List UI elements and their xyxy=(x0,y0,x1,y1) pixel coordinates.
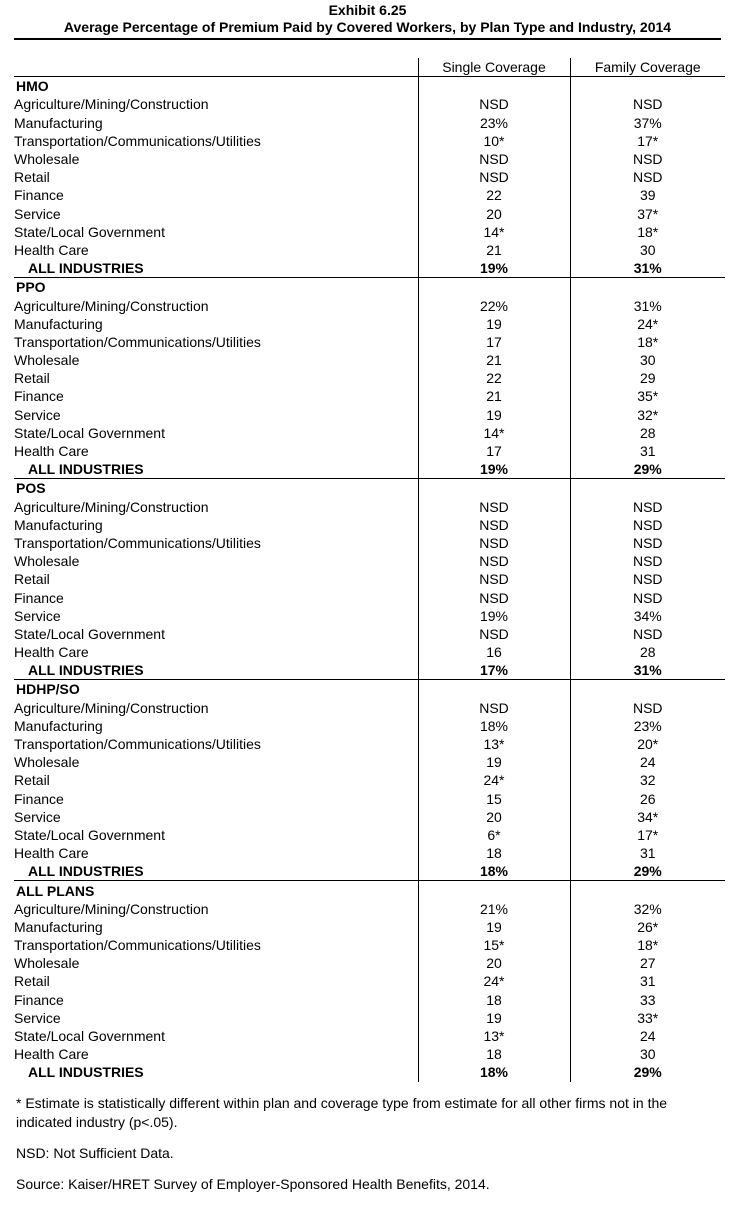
industry-label: Agriculture/Mining/Construction xyxy=(14,498,209,515)
industry-label: State/Local Government xyxy=(14,625,165,642)
single-coverage-value: NSD xyxy=(418,699,570,717)
single-coverage-total: 19% xyxy=(418,259,570,278)
single-coverage-value: NSD xyxy=(418,534,570,552)
table-row xyxy=(14,186,725,204)
single-coverage-value: NSD xyxy=(418,150,570,168)
all-industries-label: ALL INDUSTRIES xyxy=(28,260,144,277)
single-coverage-value: 21 xyxy=(418,387,570,405)
industry-label: Agriculture/Mining/Construction xyxy=(14,297,209,314)
section-family-blank xyxy=(570,278,725,297)
section-header-row xyxy=(14,680,725,699)
premium-share-table xyxy=(14,58,725,1082)
section-header-row xyxy=(14,881,725,900)
industry-label: Transportation/Communications/Utilities xyxy=(14,534,261,551)
table-row xyxy=(14,790,725,808)
all-industries-label: ALL INDUSTRIES xyxy=(28,461,144,478)
family-coverage-value: 24 xyxy=(570,753,725,771)
single-coverage-value: 18 xyxy=(418,991,570,1009)
industry-label: Service xyxy=(14,205,61,222)
family-coverage-value: 18* xyxy=(570,936,725,954)
family-coverage-value: 18* xyxy=(570,333,725,351)
single-coverage-value: 22 xyxy=(418,186,570,204)
industry-label: Transportation/Communications/Utilities xyxy=(14,132,261,149)
industry-label: State/Local Government xyxy=(14,1028,165,1045)
table-row xyxy=(14,150,725,168)
family-coverage-value: NSD xyxy=(570,168,725,186)
industry-label: Transportation/Communications/Utilities xyxy=(14,736,261,753)
single-coverage-total: 18% xyxy=(418,1063,570,1081)
family-coverage-value: NSD xyxy=(570,699,725,717)
table-body xyxy=(14,77,725,1082)
table-row xyxy=(14,552,725,570)
single-coverage-value: 19 xyxy=(418,315,570,333)
family-coverage-value: 29 xyxy=(570,369,725,387)
family-coverage-total: 29% xyxy=(570,862,725,881)
section-name: POS xyxy=(14,479,418,498)
single-coverage-value: 20 xyxy=(418,205,570,223)
industry-label: Health Care xyxy=(14,1046,89,1063)
all-industries-row xyxy=(14,862,725,881)
family-coverage-value: 17* xyxy=(570,132,725,150)
all-industries-row xyxy=(14,1063,725,1081)
industry-label: Service xyxy=(14,607,61,624)
family-coverage-value: 32% xyxy=(570,900,725,918)
table-row xyxy=(14,918,725,936)
industry-label: Health Care xyxy=(14,443,89,460)
single-coverage-value: 18% xyxy=(418,717,570,735)
single-coverage-total: 17% xyxy=(418,661,570,680)
family-coverage-value: NSD xyxy=(570,588,725,606)
single-coverage-value: NSD xyxy=(418,498,570,516)
family-coverage-value: NSD xyxy=(570,625,725,643)
source-note: Source: Kaiser/HRET Survey of Employer-Sponsored Health Benefits, 2014. xyxy=(16,1176,490,1192)
industry-label: Transportation/Communications/Utilities xyxy=(14,937,261,954)
single-coverage-value: NSD xyxy=(418,552,570,570)
table-row xyxy=(14,369,725,387)
industry-label: Manufacturing xyxy=(14,114,103,131)
table-row xyxy=(14,351,725,369)
table-row xyxy=(14,241,725,259)
table-row xyxy=(14,735,725,753)
single-coverage-value: 17 xyxy=(418,442,570,460)
industry-label: Retail xyxy=(14,370,50,387)
family-coverage-value: 34% xyxy=(570,607,725,625)
family-coverage-value: NSD xyxy=(570,150,725,168)
industry-label: State/Local Government xyxy=(14,826,165,843)
table-row xyxy=(14,498,725,516)
table-row xyxy=(14,296,725,314)
all-industries-row xyxy=(14,661,725,680)
industry-label: Health Care xyxy=(14,845,89,862)
family-coverage-value: NSD xyxy=(570,498,725,516)
table-row xyxy=(14,424,725,442)
section-header-row xyxy=(14,479,725,498)
single-coverage-value: 14* xyxy=(418,424,570,442)
family-coverage-value: 33 xyxy=(570,991,725,1009)
section-single-blank xyxy=(418,680,570,699)
industry-label: Service xyxy=(14,1009,61,1026)
table-row xyxy=(14,1027,725,1045)
section-single-blank xyxy=(418,77,570,96)
family-coverage-value: 28 xyxy=(570,643,725,661)
family-coverage-total: 29% xyxy=(570,460,725,479)
family-coverage-value: 31 xyxy=(570,442,725,460)
family-coverage-header: Family Coverage xyxy=(570,58,725,77)
industry-label: Health Care xyxy=(14,644,89,661)
single-coverage-value: 23% xyxy=(418,114,570,132)
industry-label: Agriculture/Mining/Construction xyxy=(14,699,209,716)
industry-label: Wholesale xyxy=(14,754,80,771)
table-row xyxy=(14,387,725,405)
industry-label: Wholesale xyxy=(14,955,80,972)
single-coverage-value: 6* xyxy=(418,826,570,844)
single-coverage-value: NSD xyxy=(418,95,570,113)
family-coverage-value: 18* xyxy=(570,223,725,241)
table-row xyxy=(14,534,725,552)
single-coverage-value: NSD xyxy=(418,570,570,588)
industry-label: State/Local Government xyxy=(14,424,165,441)
table-row xyxy=(14,717,725,735)
single-coverage-value: 16 xyxy=(418,643,570,661)
single-coverage-value: 24* xyxy=(418,771,570,789)
table-row xyxy=(14,95,725,113)
section-single-blank xyxy=(418,479,570,498)
family-coverage-value: 35* xyxy=(570,387,725,405)
family-coverage-value: 32 xyxy=(570,771,725,789)
table-row xyxy=(14,570,725,588)
section-header-row xyxy=(14,278,725,297)
family-coverage-total: 29% xyxy=(570,1063,725,1081)
industry-label: Retail xyxy=(14,169,50,186)
table-row xyxy=(14,1045,725,1063)
section-family-blank xyxy=(570,881,725,900)
single-coverage-value: 21 xyxy=(418,351,570,369)
single-coverage-value: 18 xyxy=(418,1045,570,1063)
all-industries-label: ALL INDUSTRIES xyxy=(28,863,144,880)
single-coverage-value: 17 xyxy=(418,333,570,351)
industry-label: Manufacturing xyxy=(14,918,103,935)
single-coverage-total: 18% xyxy=(418,862,570,881)
all-industries-label: ALL INDUSTRIES xyxy=(28,1064,144,1081)
all-industries-row xyxy=(14,460,725,479)
single-coverage-value: 19 xyxy=(418,406,570,424)
family-coverage-value: 31 xyxy=(570,972,725,990)
table-row xyxy=(14,333,725,351)
section-family-blank xyxy=(570,77,725,96)
table-row xyxy=(14,808,725,826)
family-coverage-value: NSD xyxy=(570,95,725,113)
industry-label: Health Care xyxy=(14,241,89,258)
industry-label: Service xyxy=(14,808,61,825)
section-header-row xyxy=(14,77,725,96)
title-block xyxy=(0,0,735,40)
single-coverage-value: 10* xyxy=(418,132,570,150)
family-coverage-value: 39 xyxy=(570,186,725,204)
single-coverage-value: 20 xyxy=(418,808,570,826)
single-coverage-value: 19 xyxy=(418,753,570,771)
single-coverage-value: 13* xyxy=(418,1027,570,1045)
section-name: ALL PLANS xyxy=(14,881,418,900)
exhibit-title: Average Percentage of Premium Paid by Covered Workers, by Plan Type and Industry, 2014 xyxy=(63,19,672,35)
industry-label: Wholesale xyxy=(14,352,80,369)
section-family-blank xyxy=(570,680,725,699)
industry-label: Finance xyxy=(14,991,64,1008)
family-coverage-value: NSD xyxy=(570,516,725,534)
section-single-blank xyxy=(418,881,570,900)
section-name: HMO xyxy=(16,78,49,95)
industry-label: Wholesale xyxy=(14,553,80,570)
table-row xyxy=(14,991,725,1009)
section-name: PPO xyxy=(14,278,418,297)
family-coverage-value: 24 xyxy=(570,1027,725,1045)
family-coverage-value: 31 xyxy=(570,844,725,862)
table-row xyxy=(14,132,725,150)
table-row xyxy=(14,972,725,990)
family-coverage-value: 26 xyxy=(570,790,725,808)
asterisk-footnote: * Estimate is statistically different within plan and coverage type from estimate for all other firms not in the indicated industry (p<.05). xyxy=(16,1095,668,1130)
title-rule xyxy=(14,38,721,40)
family-coverage-value: 30 xyxy=(570,351,725,369)
family-coverage-value: 24* xyxy=(570,315,725,333)
industry-label: Wholesale xyxy=(14,151,80,168)
family-coverage-total: 31% xyxy=(570,661,725,680)
table-row xyxy=(14,625,725,643)
industry-label: Finance xyxy=(14,187,64,204)
family-coverage-value: 23% xyxy=(570,717,725,735)
family-coverage-value: NSD xyxy=(570,534,725,552)
industry-label: Manufacturing xyxy=(14,717,103,734)
industry-label: Manufacturing xyxy=(14,315,103,332)
industry-label: Agriculture/Mining/Construction xyxy=(14,96,209,113)
family-coverage-value: 26* xyxy=(570,918,725,936)
single-coverage-total: 19% xyxy=(418,460,570,479)
table-row xyxy=(14,223,725,241)
table-row xyxy=(14,844,725,862)
family-coverage-total: 31% xyxy=(570,259,725,278)
industry-label: Finance xyxy=(14,589,64,606)
single-coverage-value: NSD xyxy=(418,625,570,643)
section-single-blank xyxy=(418,278,570,297)
footnotes xyxy=(16,1094,721,1206)
table-row xyxy=(14,315,725,333)
table-row xyxy=(14,954,725,972)
table-row xyxy=(14,753,725,771)
industry-label: Service xyxy=(14,406,61,423)
family-coverage-value: 32* xyxy=(570,406,725,424)
single-coverage-value: 22% xyxy=(418,296,570,314)
table-row xyxy=(14,936,725,954)
industry-label: Finance xyxy=(14,790,64,807)
table-row xyxy=(14,699,725,717)
table-row xyxy=(14,205,725,223)
table-row xyxy=(14,588,725,606)
single-coverage-value: 24* xyxy=(418,972,570,990)
single-coverage-value: NSD xyxy=(418,588,570,606)
family-coverage-value: 34* xyxy=(570,808,725,826)
table-row xyxy=(14,406,725,424)
table-row xyxy=(14,442,725,460)
row-label-header xyxy=(14,58,418,77)
industry-label: Manufacturing xyxy=(14,516,103,533)
column-header-row xyxy=(14,58,725,77)
single-coverage-value: 21 xyxy=(418,241,570,259)
single-coverage-value: 19 xyxy=(418,1009,570,1027)
industry-label: Retail xyxy=(14,571,50,588)
family-coverage-value: 33* xyxy=(570,1009,725,1027)
family-coverage-value: 17* xyxy=(570,826,725,844)
single-coverage-value: 21% xyxy=(418,900,570,918)
table-row xyxy=(14,114,725,132)
industry-label: Retail xyxy=(14,772,50,789)
exhibit-number: Exhibit 6.25 xyxy=(328,2,407,18)
family-coverage-value: NSD xyxy=(570,552,725,570)
single-coverage-value: 18 xyxy=(418,844,570,862)
family-coverage-value: 28 xyxy=(570,424,725,442)
family-coverage-value: 30 xyxy=(570,1045,725,1063)
single-coverage-value: 15 xyxy=(418,790,570,808)
family-coverage-value: 30 xyxy=(570,241,725,259)
single-coverage-header: Single Coverage xyxy=(418,58,570,77)
family-coverage-value: NSD xyxy=(570,570,725,588)
single-coverage-value: NSD xyxy=(418,516,570,534)
family-coverage-value: 37% xyxy=(570,114,725,132)
single-coverage-value: 15* xyxy=(418,936,570,954)
single-coverage-value: 20 xyxy=(418,954,570,972)
table-row xyxy=(14,607,725,625)
table-row xyxy=(14,826,725,844)
industry-label: Retail xyxy=(14,973,50,990)
industry-label: Agriculture/Mining/Construction xyxy=(14,900,209,917)
table-row xyxy=(14,900,725,918)
family-coverage-value: 27 xyxy=(570,954,725,972)
family-coverage-value: 37* xyxy=(570,205,725,223)
single-coverage-value: NSD xyxy=(418,168,570,186)
table-row xyxy=(14,643,725,661)
single-coverage-value: 19% xyxy=(418,607,570,625)
table-row xyxy=(14,1009,725,1027)
section-family-blank xyxy=(570,479,725,498)
section-name: HDHP/SO xyxy=(14,680,418,699)
industry-label: State/Local Government xyxy=(14,223,165,240)
all-industries-label: ALL INDUSTRIES xyxy=(28,662,144,679)
nsd-footnote: NSD: Not Sufficient Data. xyxy=(16,1145,174,1161)
industry-label: Transportation/Communications/Utilities xyxy=(14,333,261,350)
family-coverage-value: 20* xyxy=(570,735,725,753)
all-industries-row xyxy=(14,259,725,278)
table-row xyxy=(14,168,725,186)
single-coverage-value: 19 xyxy=(418,918,570,936)
single-coverage-value: 22 xyxy=(418,369,570,387)
single-coverage-value: 13* xyxy=(418,735,570,753)
family-coverage-value: 31% xyxy=(570,296,725,314)
single-coverage-value: 14* xyxy=(418,223,570,241)
table-row xyxy=(14,516,725,534)
industry-label: Finance xyxy=(14,388,64,405)
table-row xyxy=(14,771,725,789)
